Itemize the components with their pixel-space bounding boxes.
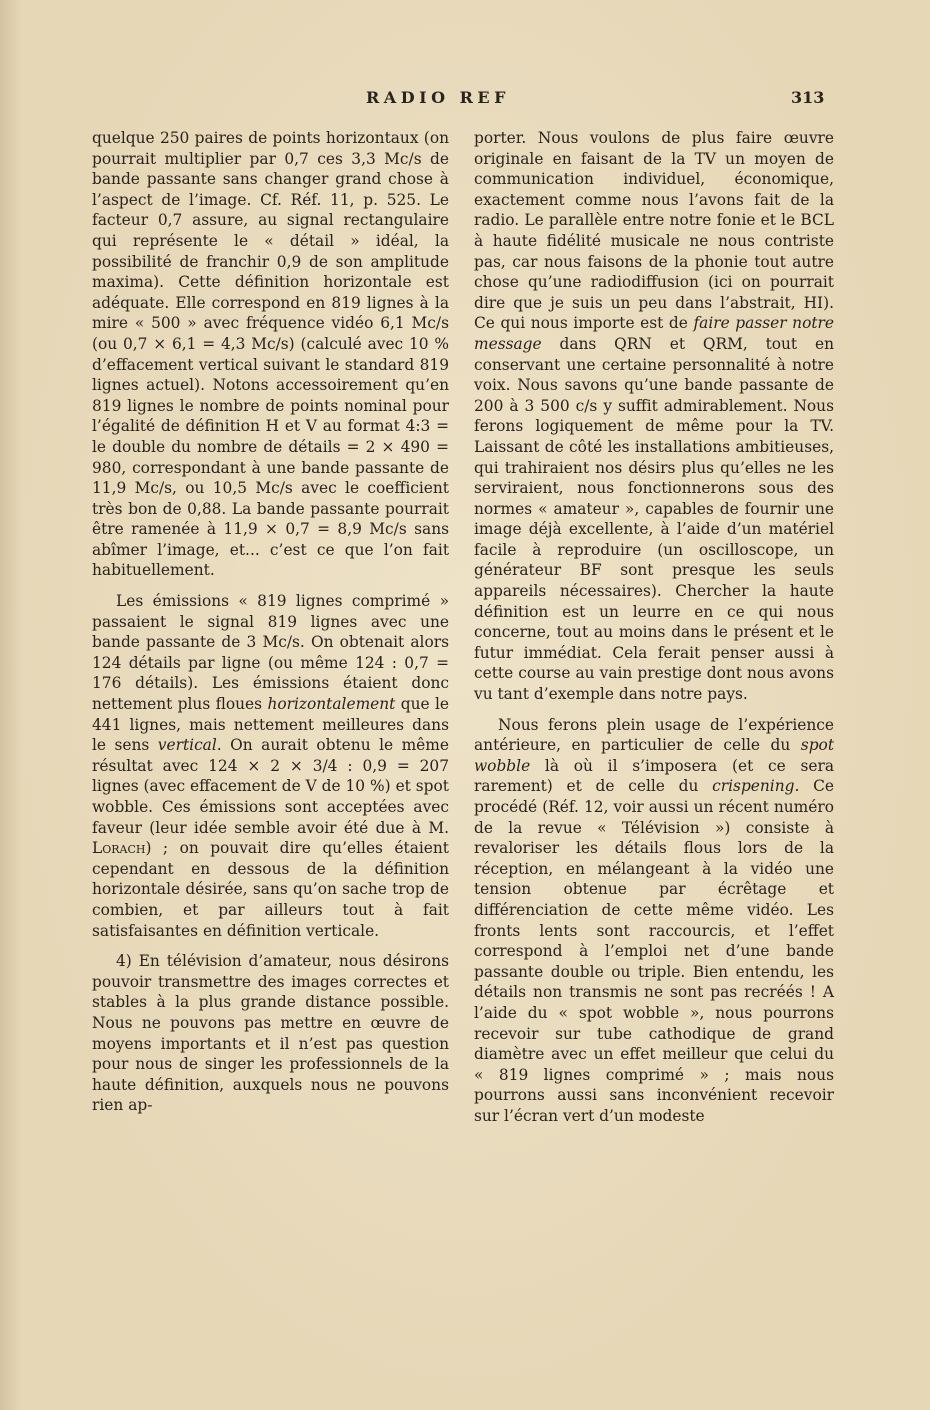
paragraph-819-compressed: [92, 591, 449, 941]
text-run: porter. Nous voulons de plus faire œuvre originale en faisant de la TV un moyen de communication individuel, économique, exactement comme nous l’avons fait de la radio. Le parallèle entre notre fonie et le BCL à haute fidélité musicale ne nous contriste pas, car nous faisons de la phonie tout autre chose qu’une radiodiffusion (ici on pourrait dire que je suis un peu dans l’abstrait, HI). Ce qui nous importe est de: [474, 129, 834, 333]
italic-text: horizontalement: [267, 695, 396, 714]
page-number: 313: [791, 88, 825, 107]
paragraph-crispening: [474, 715, 834, 1127]
running-header: [0, 88, 930, 114]
text-run: que le 441 lignes, mais nettement meilleures dans le sens: [92, 695, 450, 755]
italic-text: vertical.: [157, 736, 222, 755]
text-run: Ce procédé (Réf. 12, voir aussi un récent numéro de la revue « Télévision ») consiste à revaloriser les détails flous lors de la réception, en mélangeant à la vidéo une tension obtenue par écrêtage et différenciation de cette même vidéo. Les fronts lents sont raccourcis, et l’effet correspond à l’emploi net d’une bande passante double ou triple. Bien entendu, les détails non transmis ne sont pas recréés ! A l’aide du « spot wobble », nous pourrons recevoir sur tube cathodique de grand diamètre avec un effet meilleur que celui du « 819 lignes comprimé » ; mais nous pourrons aussi sans inconvénient recevoir sur l’écran vert d’un modeste: [474, 777, 835, 1125]
left-column: [92, 128, 449, 1116]
italic-text: faire passer notre message: [474, 314, 834, 353]
paragraph-amateur-tv: 4) En télévision d’amateur, nous désirons pouvoir transmettre des images correctes et stables à la plus grande distance possible. Nous ne pouvons pas mettre en œuvre de moyens importants et il n’est pas question pour nous de singer les professionnels de la haute définition, auxquels nous ne pouvons rien ap-: [92, 952, 449, 1115]
text-run: Les émissions « 819 lignes comprimé » passaient le signal 819 lignes avec une bande passante de 3 Mc/s. On obtenait alors 124 détails par ligne (ou même 124 : 0,7 = 176 détails). Les émissions étaient donc nettement plus floues: [92, 592, 449, 714]
paragraph-continuation: quelque 250 paires de points horizontaux (on pourrait multiplier par 0,7 ces 3,3 Mc/s de bande passante sans changer grand chose à l’aspect de l’image. Cf. Réf. 11, p. 525. Le facteur 0,7 assure, au signal rectangulaire qui représente le « détail » idéal, la possibilité de franchir 0,9 de son amplitude maxima). Cette définition horizontale est adéquate. Elle correspond en 819 lignes à la mire « 500 » avec fréquence vidéo 6,1 Mc/s (ou 0,7 × 6,1 = 4,3 Mc/s) (calculé avec 10 % d’effacement vertical suivant le standard 819 lignes actuel). Notons accessoirement qu’en 819 lignes le nombre de points nominal pour l’égalité de définition H et V au format 4:3 = le double du nombre de détails = 2 × 490 = 980, correspondant à une bande passante de 11,9 Mc/s, ou 10,5 Mc/s avec le coefficient très bon de 0,88. La bande passante pourrait être ramenée à 11,9 × 0,7 = 8,9 Mc/s sans abîmer l’image, et... c’est ce que l’on fait habituellement.: [92, 129, 449, 580]
italic-text: spot wobble: [474, 736, 834, 775]
journal-title: RADIO REF: [366, 88, 510, 107]
text-run: dans QRN et QRM, tout en conservant une certaine personnalité à notre voix. Nous savons qu’une bande passante de 200 à 3 500 c/s y suffit admirablement. Nous ferons logiquement de même pour la TV. Laissant de côté les installations ambitieuses, qui trahiraient nos désirs plus qu’elles ne les serviraient, nous fonctionnerons sous des normes « amateur », capables de fournir une image déjà excellente, à l’aide d’un matériel facile à reproduire (un oscilloscope, un générateur BF sont presque les seuls appareils nécessaires). Chercher la haute définition est un leurre en ce qui nous concerne, tout au moins dans le présent et le futur immédiat. Cela ferait penser aussi à cette course au vain prestige dont nous avons vu tant d’exemple dans notre pays.: [474, 334, 834, 704]
text-run: ) ; on pouvait dire qu’elles étaient cependant en dessous de la définition horizontale désirée, sans qu’on sache trop de combien, et par ailleurs tout à fait satisfaisantes en définition verticale.: [92, 839, 449, 940]
text-run: On aurait obtenu le même résultat avec 124 × 2 × 3/4 : 0,9 = 207 lignes (avec effacement de V de 10 %) et spot wobble. Ces émissions sont acceptées avec faveur (leur idée semble avoir été due à M.: [92, 736, 449, 837]
paragraph-continuation: [474, 128, 834, 705]
italic-text: crispening.: [712, 777, 800, 796]
text-run: là où il s’imposera (et ce sera rarement) et de celle du: [474, 756, 834, 796]
right-column: [474, 128, 834, 1127]
author-name: Lorach: [92, 839, 146, 858]
text-run: Nous ferons plein usage de l’expérience antérieure, en particulier de celle du: [474, 715, 834, 755]
